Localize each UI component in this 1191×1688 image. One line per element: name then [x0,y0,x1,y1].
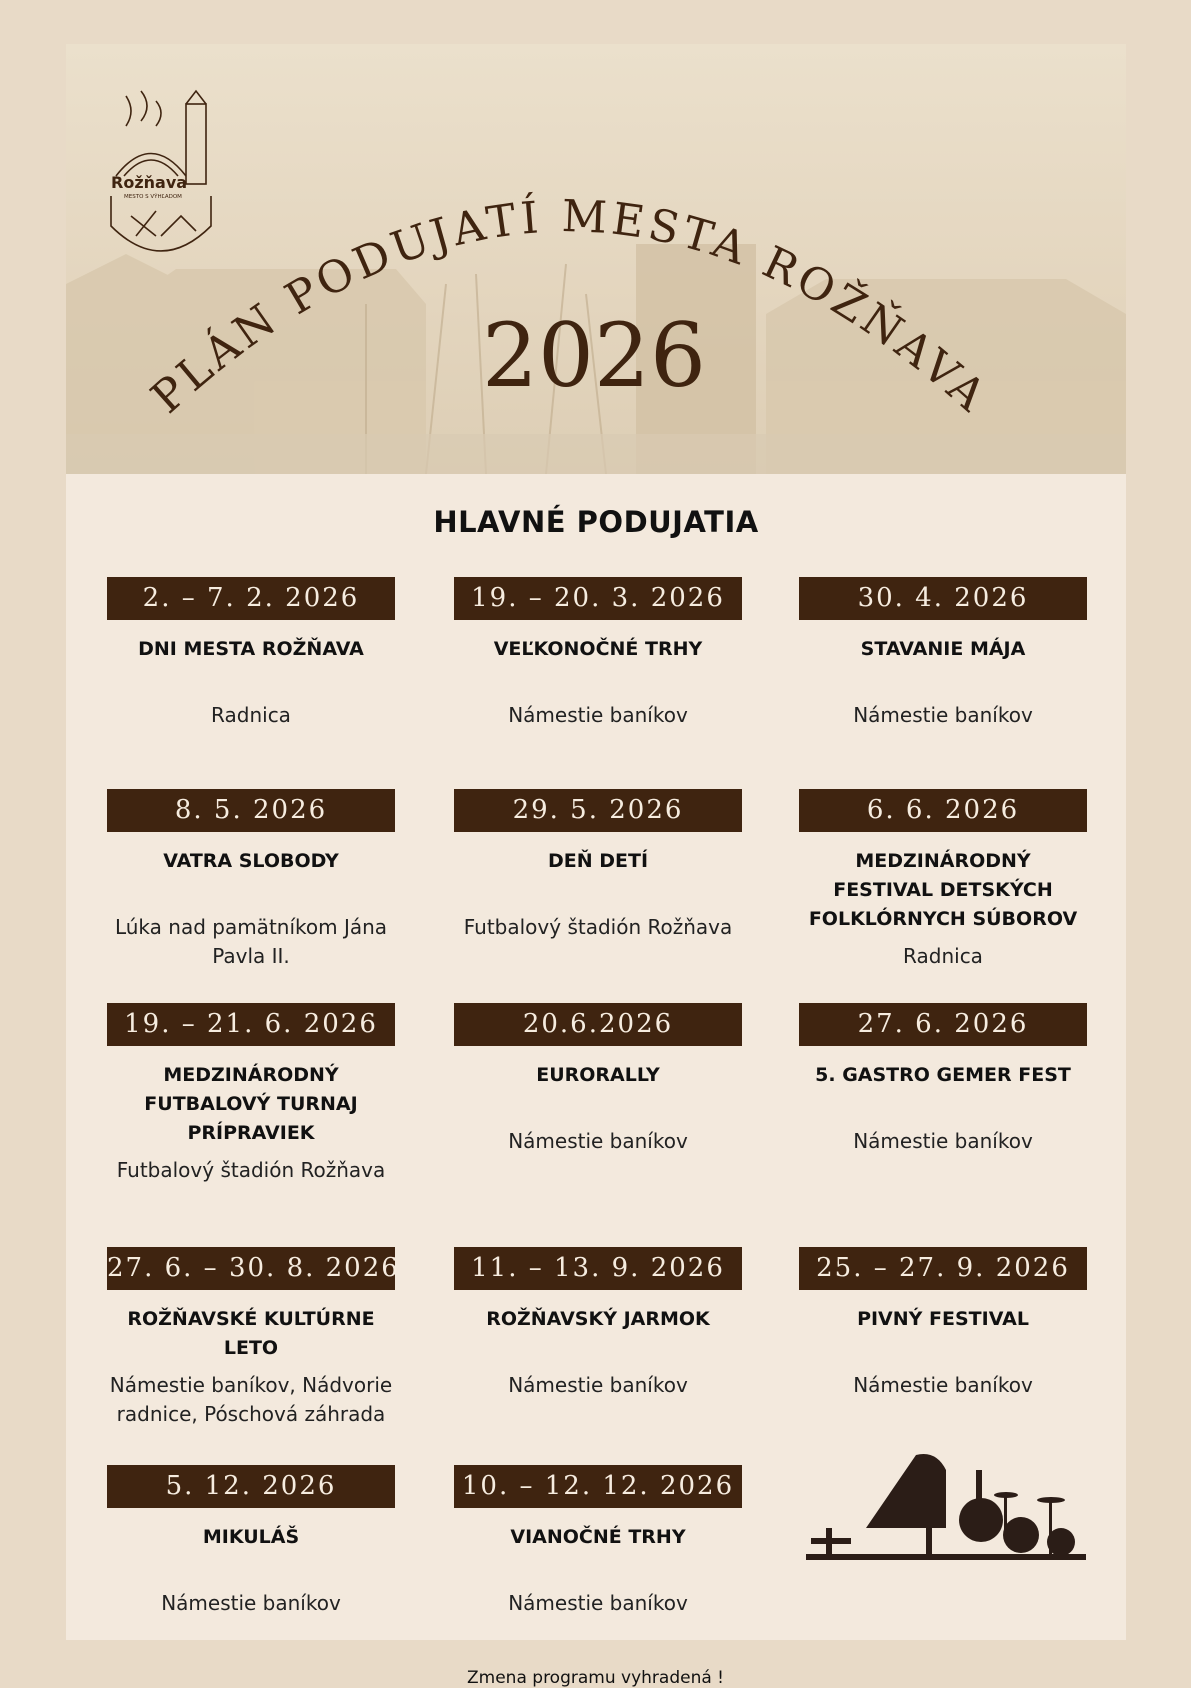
event-location: Radnica [211,703,291,727]
event-date: 20.6.2026 [454,1003,742,1046]
event-location: Námestie baníkov [508,703,688,727]
event-date: 11. – 13. 9. 2026 [454,1247,742,1290]
event-date: 30. 4. 2026 [799,577,1087,620]
event-card [454,577,742,730]
poster-year: 2026 [482,304,706,407]
event-location: Námestie baníkov [508,1591,688,1615]
title-arc [66,44,1126,474]
event-title: EURORALLY [536,1064,660,1086]
event-date: 27. 6. 2026 [799,1003,1087,1046]
event-title: VIANOČNÉ TRHY [510,1526,686,1548]
event-card [107,1247,400,1429]
event-location: Námestie baníkov [508,1373,688,1397]
event-card [454,1247,742,1400]
event-card [799,789,1087,971]
event-date: 19. – 20. 3. 2026 [454,577,742,620]
event-date: 10. – 12. 12. 2026 [454,1465,742,1508]
event-title: STAVANIE MÁJA [860,638,1026,660]
event-title: DNI MESTA ROŽŇAVA [138,638,364,660]
logo-tagline: MESTO S VÝHĽADOM [124,194,182,200]
event-date: 27. 6. – 30. 8. 2026 [107,1247,395,1290]
event-location: Námestie baníkov [853,1129,1033,1153]
event-card [799,1247,1087,1400]
city-logo [106,86,216,256]
event-location: Námestie baníkov [853,1373,1033,1397]
event-card [107,1465,395,1618]
event-title: MEDZINÁRODNÝ FUTBALOVÝ TURNAJ PRÍPRAVIEK [144,1064,358,1144]
event-card [799,1003,1087,1156]
event-title: MIKULÁŠ [202,1526,300,1548]
event-title: VATRA SLOBODY [163,850,339,872]
event-date: 5. 12. 2026 [107,1465,395,1508]
event-date: 2. – 7. 2. 2026 [107,577,395,620]
event-title: PIVNÝ FESTIVAL [857,1308,1029,1330]
event-card [107,789,395,971]
footer-note: Zmena programu vyhradená ! [467,1668,724,1688]
event-location: Lúka nad pamätníkom Jána Pavla II. [114,915,388,968]
event-location: Futbalový štadión Rožňava [116,1158,386,1182]
event-card [107,1003,395,1185]
event-location: Futbalový štadión Rožňava [463,915,733,939]
event-card [799,577,1087,730]
event-title: DEŇ DETÍ [547,850,649,872]
event-location: Námestie baníkov [161,1591,341,1615]
header-banner [66,44,1126,474]
event-card [454,1003,742,1156]
event-date: 19. – 21. 6. 2026 [107,1003,395,1046]
piano-band-silhouette [806,1450,1086,1560]
event-location: Radnica [903,944,983,968]
event-date: 6. 6. 2026 [799,789,1087,832]
event-date: 29. 5. 2026 [454,789,742,832]
event-card [454,789,742,942]
event-title: MEDZINÁRODNÝ FESTIVAL DETSKÝCH FOLKLÓRNYCH SÚBOROV [808,850,1078,930]
event-title: ROŽŇAVSKÉ KULTÚRNE LETO [127,1308,375,1359]
event-location: Námestie baníkov [853,703,1033,727]
event-location: Námestie baníkov [508,1129,688,1153]
logo-name: Rožňava [111,173,188,192]
event-date: 25. – 27. 9. 2026 [799,1247,1087,1290]
event-date: 8. 5. 2026 [107,789,395,832]
section-heading: HLAVNÉ PODUJATIA [433,505,759,539]
event-title: ROŽŇAVSKÝ JARMOK [486,1308,710,1330]
event-title: 5. GASTRO GEMER FEST [815,1064,1071,1086]
event-location: Námestie baníkov, Nádvorie radnice, Póschová záhrada [109,1373,393,1426]
poster-title: PLÁN PODUJATÍ MESTA ROŽŇAVA [141,190,998,424]
event-title: VEĽKONOČNÉ TRHY [493,638,703,660]
event-card [107,577,395,730]
event-card [454,1465,742,1618]
